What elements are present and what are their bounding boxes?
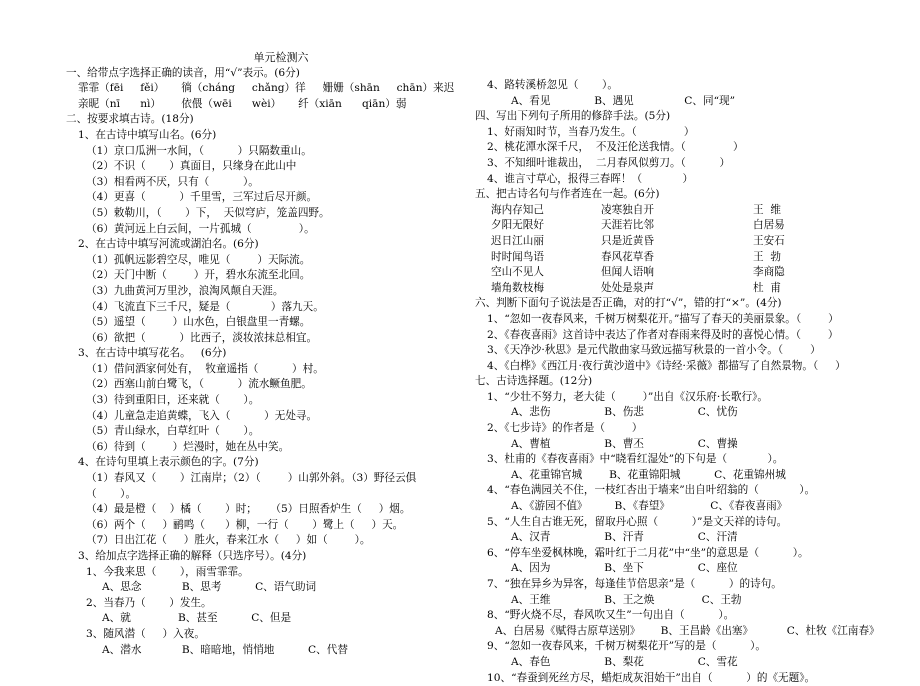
question-line: A、因为 B、坐下 C、座位 [511,562,738,575]
question-line: （4）飞流直下三千尺，疑是（ ）落九天。 [86,300,324,313]
question-line: A、《游园不值》 B、《春望》 C、《春夜喜雨》 [511,500,788,513]
question-line: 1、今我来思（ ），雨雪霏霏。 [86,565,249,578]
question-line: 5、“人生自古谁无死，留取丹心照（ ）”是文天祥的诗句。 [487,515,788,528]
author-name: 白居易 [753,219,785,232]
right-column [475,78,895,686]
question-line: 五、把古诗名句与作者连在一起。(6分) [475,188,660,201]
question-line: 1、“少壮不努力，老大徒（ ）”出自《汉乐府·长歌行》。 [487,390,768,403]
question-line: 3、《天净沙·秋思》是元代散曲家马致远描写秋景的一首小令。（ ） [487,344,821,357]
question-line: 二、按要求填古诗。(18分) [66,113,194,126]
question-line: 六、判断下面句子说法是否正确，对的打“√”，错的打“×”。(4分) [475,297,782,310]
poem-line-first: 墙角数枝梅 [491,281,544,294]
question-line: 七、古诗选择题。(12分) [475,375,593,388]
matching-row [491,234,853,250]
question-line: 亲昵（nī nì） 依偎（wēi wèi） 纤（xiān qiān）弱 [78,97,407,110]
question-line: 3、给加点字选择正确的解释（只选序号）。(4分) [78,550,307,562]
poem-line-second: 春风花草香 [601,250,654,263]
question-line: （4）儿童急走追黄蝶，飞入（ ）无处寻。 [86,409,318,422]
question-line: A、汉青 B、汗青 C、汗清 [511,531,738,544]
question-line: （4）更喜（ ）千里雪，三军过后尽开颜。 [86,191,318,204]
question-line: （6）黄河远上白云间，一片孤城（ ）。 [86,222,315,235]
question-line: A、春色 B、梨花 C、雪花 [511,655,738,668]
question-line: 4、谁言寸草心，报得三春晖！（ ） [487,172,694,185]
question-line: 3、杜甫的《春夜喜雨》中“晓看红湿处”的下句是（ ）。 [487,453,784,466]
question-line: 6、“停车坐爱枫林晚，霜叶红于二月花”中“坐”的意思是（ ）。 [487,546,809,559]
question-line: 3、在古诗中填写花名。 (6分) [78,347,227,360]
poem-line-second: 但闻人语响 [601,266,654,279]
author-name: 王 勃 [753,250,781,263]
question-line: 一、给带点字选择正确的读音，用“√”表示。(6分) [66,66,300,79]
question-line: （ ）。 [86,487,137,500]
question-line: 1、好雨知时节，当春乃发生。（ ） [487,125,695,138]
poem-line-first: 夕阳无限好 [491,219,544,232]
poem-line-first: 迟日江山丽 [491,234,544,247]
question-line: 8、“野火烧不尽，春风吹又生”一句出自（ ）。 [487,609,735,622]
author-name: 杜 甫 [753,281,781,294]
left-column [66,50,456,658]
question-line: （6）两个（ ）鹂鸣（ ）柳，一行（ ）鹭上（ ）天。 [86,518,404,531]
question-line: （3）九曲黄河万里沙，浪淘风颠自天涯。 [86,284,284,297]
question-line: 2、《春夜喜雨》这首诗中表达了作者对春雨来得及时的喜悦心情。（ ） [487,328,839,341]
question-line: （2）不识（ ）真面目，只缘身在此山中 [86,160,297,173]
question-line: A、看见 B、遇见 C、同“现” [511,94,736,107]
matching-row [491,281,853,297]
poem-line-first: 时时闻鸟语 [491,250,544,263]
question-line: （1）孤帆远影碧空尽，唯见（ ）天际流。 [86,253,311,266]
question-line: A、思念 B、思考 C、语气助词 [102,581,317,594]
question-line: 3、不知细叶谁裁出， 二月春风似剪刀。（ ） [487,156,731,169]
page-title: 单元检测六 [253,51,309,64]
question-line: （2）西塞山前白鹭飞，（ ）流水鳜鱼肥。 [86,378,312,391]
question-line: 1、“忽如一夜春风来，千树万树梨花开。”描写了春天的美丽景象。（ ） [487,312,839,325]
question-line: （1）春风又（ ）江南岸；（2）（ ）山郭外斜。（3）野径云俱 [86,472,417,485]
poem-author-matching-table [491,203,853,297]
question-line: （1）京口瓜洲一水间，（ ）只隔数重山。 [86,144,312,157]
question-line: （2）天门中断（ ）开，碧水东流至北回。 [86,269,311,282]
question-line: （5）青山绿水，白草红叶（ ）。 [86,425,260,438]
question-line: 10、“春蚕到死丝方尽，蜡炬成灰泪始干”出自（ ）的《无题》。 [487,671,816,684]
question-line: （1）借问酒家何处有， 牧童遥指（ ）村。 [86,362,324,375]
question-line: 3、随风潜（ ）入夜。 [86,627,205,640]
author-name: 王安石 [753,234,785,247]
question-line: 4、“春色满园关不住，一枝红杏出于墙来”出自叶绍翁的（ ）。 [487,484,816,497]
question-line: 2、《七步诗》的作者是（ ） [487,422,643,435]
right-question-list [475,78,895,203]
poem-line-second: 只是近黄昏 [601,234,654,247]
question-line: 4、《白桦》《西江月·夜行黄沙道中》《诗经·采薇》都描写了自然景物。（ ） [487,359,846,372]
matching-row [491,265,853,281]
matching-row [491,218,853,234]
right-question-list-2 [475,296,895,686]
matching-row [491,203,853,219]
question-line: A、曹植 B、曹丕 C、曹操 [511,437,738,450]
question-line: （5）遥望（ ）山水色，白银盘里一青螺。 [86,316,311,329]
left-question-list [66,66,456,659]
question-line: A、白居易《赋得古原草送别》 B、王昌龄《出塞》 C、杜牧《江南春》 [495,624,880,637]
question-line: （3）待到重阳日，还来就（ ）。 [86,394,260,407]
question-line: 1、在古诗中填写山名。(6分) [78,128,217,141]
question-line: 2、当春乃（ ）发生。 [86,596,212,609]
question-line: （6）欲把（ ）比西子，淡妆浓抹总相宜。 [86,331,318,344]
question-line: A、悲伤 B、伤悲 C、忧伤 [511,406,738,419]
question-line: （5）敕勒川，（ ）下， 天似穹庐，笼盖四野。 [86,206,330,219]
question-line: 四、写出下列句子所用的修辞手法。(5分) [475,110,671,123]
matching-row [491,250,853,266]
question-line: 4、在诗句里填上表示颜色的字。(7分) [78,456,259,469]
question-line: 2、在古诗中填写河流或湖泊名。(6分) [78,238,259,251]
question-line: 7、“独在异乡为异客，每逢佳节倍思亲”是（ ）的诗句。 [487,578,782,590]
poem-line-first: 海内存知己 [491,203,544,216]
poem-line-second: 处处是泉声 [601,281,654,294]
question-line: A、就 B、甚至 C、但是 [102,612,292,625]
poem-line-second: 凌寒独自开 [601,203,654,216]
question-line: 9、“忽如一夜春风来，千树万树梨花开”写的是（ ）。 [487,640,767,653]
author-name: 王 维 [753,203,781,216]
question-line: A、花重锦官城 B、花重锦阳城 C、花重锦州城 [511,468,786,481]
question-line: A、王维 B、王之焕 C、王勃 [511,593,742,606]
question-line: A、潜水 B、暗暗地，悄悄地 C、代替 [102,643,348,656]
question-line: 2、桃花潭水深千尺， 不及汪伦送我情。（ ） [487,141,744,154]
question-line: （4）最是橙（ ）橘（ ）时； （5）日照香炉生（ ）烟。 [86,503,411,516]
poem-line-second: 天涯若比邻 [601,219,654,232]
question-line: （6）待到（ ）烂漫时，她在丛中笑。 [86,440,290,453]
question-line: 霏霏（fēi fěi） 徜（cháng chǎng）徉 姗姗（shān chān）来迟 [78,82,455,95]
question-line: 4、路转溪桥忽见（ ）。 [487,79,618,91]
question-line: （3）相看两不厌，只有（ ）。 [86,175,259,188]
question-line: （7）日出江花（ ）胜火，春来江水（ ）如（ ）。 [86,534,371,547]
author-name: 李商隐 [753,266,785,279]
poem-line-first: 空山不见人 [491,266,544,279]
